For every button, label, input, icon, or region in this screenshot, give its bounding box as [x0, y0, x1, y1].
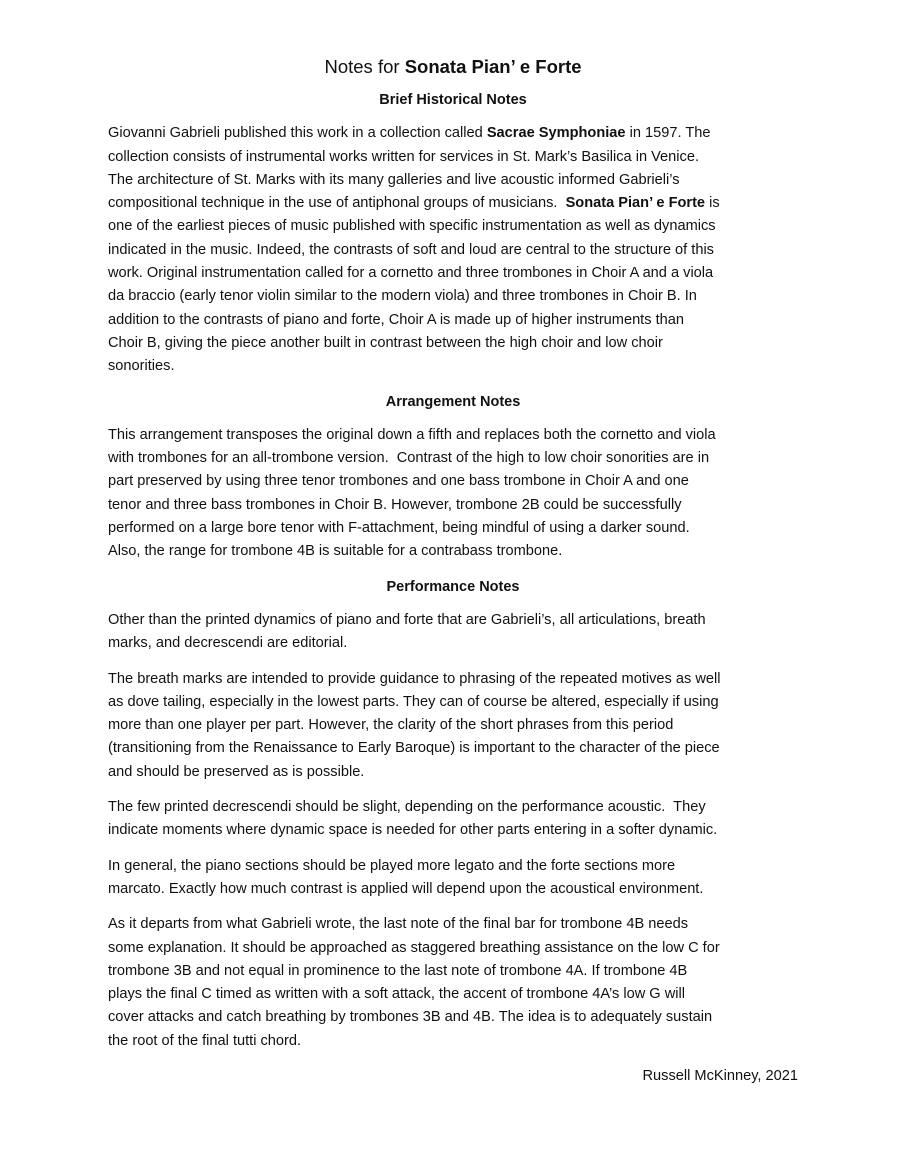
text-line: [108, 447, 798, 470]
text-line: [108, 494, 798, 517]
text-segment: The architecture of St. Marks with its many galleries and live acoustic informed Gabrieli’s: [108, 171, 680, 188]
text-segment: performed on a large bore tenor with F-attachment, being mindful of using a darker sound.: [108, 520, 690, 537]
section: [108, 89, 798, 379]
text-line: [108, 239, 798, 262]
text-segment: Giovanni Gabrieli published this work in a collection called: [108, 125, 487, 142]
bold-text: Sonata Pian’ e Forte: [565, 195, 706, 212]
text-segment: part preserved by using three tenor trombones and one bass trombone in Choir A and one: [108, 473, 689, 490]
text-line: [108, 737, 798, 760]
section-heading: Arrangement Notes: [385, 393, 521, 410]
text-line: [108, 332, 798, 355]
text-segment: Also, the range for trombone 4B is suitable for a contrabass trombone.: [108, 543, 563, 560]
notes-sections: [108, 89, 798, 1053]
text-line: [108, 960, 798, 983]
text-segment: indicate moments where dynamic space is needed for other parts entering in a softer dynamic.: [108, 822, 718, 839]
text-line: [108, 913, 798, 936]
text-line: [108, 1030, 798, 1053]
text-segment: In general, the piano sections should be played more legato and the forte sections more: [108, 857, 676, 874]
text-segment: tenor and three bass trombones in Choir B. However, trombone 2B could be successfully: [108, 496, 682, 513]
text-segment: Other than the printed dynamics of piano and forte that are Gabrieli’s, all articulations, breath: [108, 611, 706, 628]
text-segment: with trombones for an all-trombone version. Contrast of the high to low choir sonorities are in: [108, 450, 710, 467]
text-line: [108, 262, 798, 285]
text-line: [108, 983, 798, 1006]
text-segment: collection consists of instrumental works written for services in St. Mark’s Basilica in Venice.: [108, 148, 699, 165]
section-heading: Brief Historical Notes: [379, 92, 527, 108]
text-line: [108, 122, 798, 145]
text-line: [108, 424, 798, 447]
text-segment: plays the final C timed as written with a soft attack, the accent of trombone 4A’s low G will: [108, 986, 685, 1003]
text-segment: marks, and decrescendi are editorial.: [108, 635, 348, 652]
section-heading: Performance Notes: [386, 578, 520, 595]
text-line: [108, 309, 798, 332]
paragraph: [108, 122, 798, 378]
text-segment: marcato. Exactly how much contrast is applied will depend upon the acoustical environment.: [108, 880, 704, 897]
text-line: [108, 609, 798, 632]
bold-text: Sacrae Symphoniae: [486, 125, 626, 142]
paragraph: [108, 668, 798, 784]
section: [108, 391, 798, 564]
text-line: [108, 632, 798, 655]
paragraph: [108, 424, 798, 564]
text-line: [108, 878, 798, 901]
text-segment: work. Original instrumentation called for a cornetto and three trombones in Choir A and a viola: [108, 265, 714, 282]
text-line: [108, 714, 798, 737]
title-prefix: Notes for: [324, 56, 405, 77]
document-page: [108, 54, 798, 1088]
text-line: [108, 169, 798, 192]
text-line: [108, 691, 798, 714]
text-line: [108, 470, 798, 493]
text-segment: as dove tailing, especially in the lowest parts. They can of course be altered, especially if using: [108, 693, 719, 710]
text-segment: compositional technique in the use of antiphonal groups of musicians.: [108, 195, 566, 212]
author-signature: Russell McKinney, 2021: [642, 1067, 798, 1084]
text-segment: The few printed decrescendi should be slight, depending on the performance acoustic. They: [108, 799, 706, 816]
text-segment: in 1597. The: [625, 125, 711, 142]
text-segment: one of the earliest pieces of music published with specific instrumentation as well as dynamics: [108, 218, 716, 235]
text-segment: The breath marks are intended to provide guidance to phrasing of the repeated motives as well: [108, 670, 721, 687]
text-segment: some explanation. It should be approached as staggered breathing assistance on the low C for: [108, 939, 720, 956]
text-line: [108, 215, 798, 238]
text-segment: sonorities.: [108, 358, 175, 375]
text-segment: more than one player per part. However, the clarity of the short phrases from this period: [108, 717, 674, 734]
paragraph: [108, 609, 798, 656]
text-segment: This arrangement transposes the original down a fifth and replaces both the cornetto and viola: [108, 426, 716, 443]
text-line: [108, 819, 798, 842]
text-segment: As it departs from what Gabrieli wrote, the last note of the final bar for trombone 4B needs: [108, 916, 688, 933]
text-segment: da braccio (early tenor violin similar to the modern viola) and three trombones in Choir B. In: [108, 288, 697, 305]
text-segment: Choir B, giving the piece another built in contrast between the high choir and low choir: [108, 334, 663, 351]
text-segment: and should be preserved as is possible.: [108, 763, 365, 780]
text-line: [108, 1006, 798, 1029]
text-line: [108, 855, 798, 878]
text-line: [108, 355, 798, 378]
title-piece-name: Sonata Pian’ e Forte: [404, 56, 582, 77]
text-line: [108, 192, 798, 215]
section: [108, 576, 798, 1053]
paragraph: [108, 913, 798, 1053]
text-segment: indicated in the music. Indeed, the contrasts of soft and loud are central to the structure of this: [108, 241, 714, 258]
paragraph: [108, 855, 798, 902]
text-line: [108, 668, 798, 691]
text-line: [108, 937, 798, 960]
text-line: [108, 796, 798, 819]
text-segment: (transitioning from the Renaissance to Early Baroque) is important to the character of the piece: [108, 740, 720, 757]
text-line: [108, 285, 798, 308]
text-line: [108, 761, 798, 784]
paragraph: [108, 796, 798, 843]
text-line: [108, 540, 798, 563]
text-line: [108, 146, 798, 169]
text-segment: trombone 3B and not equal in prominence to the last note of trombone 4A. If trombone 4B: [108, 962, 688, 979]
text-segment: addition to the contrasts of piano and forte, Choir A is made up of higher instruments than: [108, 311, 684, 328]
text-segment: the root of the final tutti chord.: [108, 1032, 302, 1049]
text-segment: cover attacks and catch breathing by trombones 3B and 4B. The idea is to adequately sustain: [108, 1009, 713, 1026]
text-segment: is: [705, 195, 720, 212]
text-line: [108, 517, 798, 540]
document-title: [108, 54, 798, 80]
